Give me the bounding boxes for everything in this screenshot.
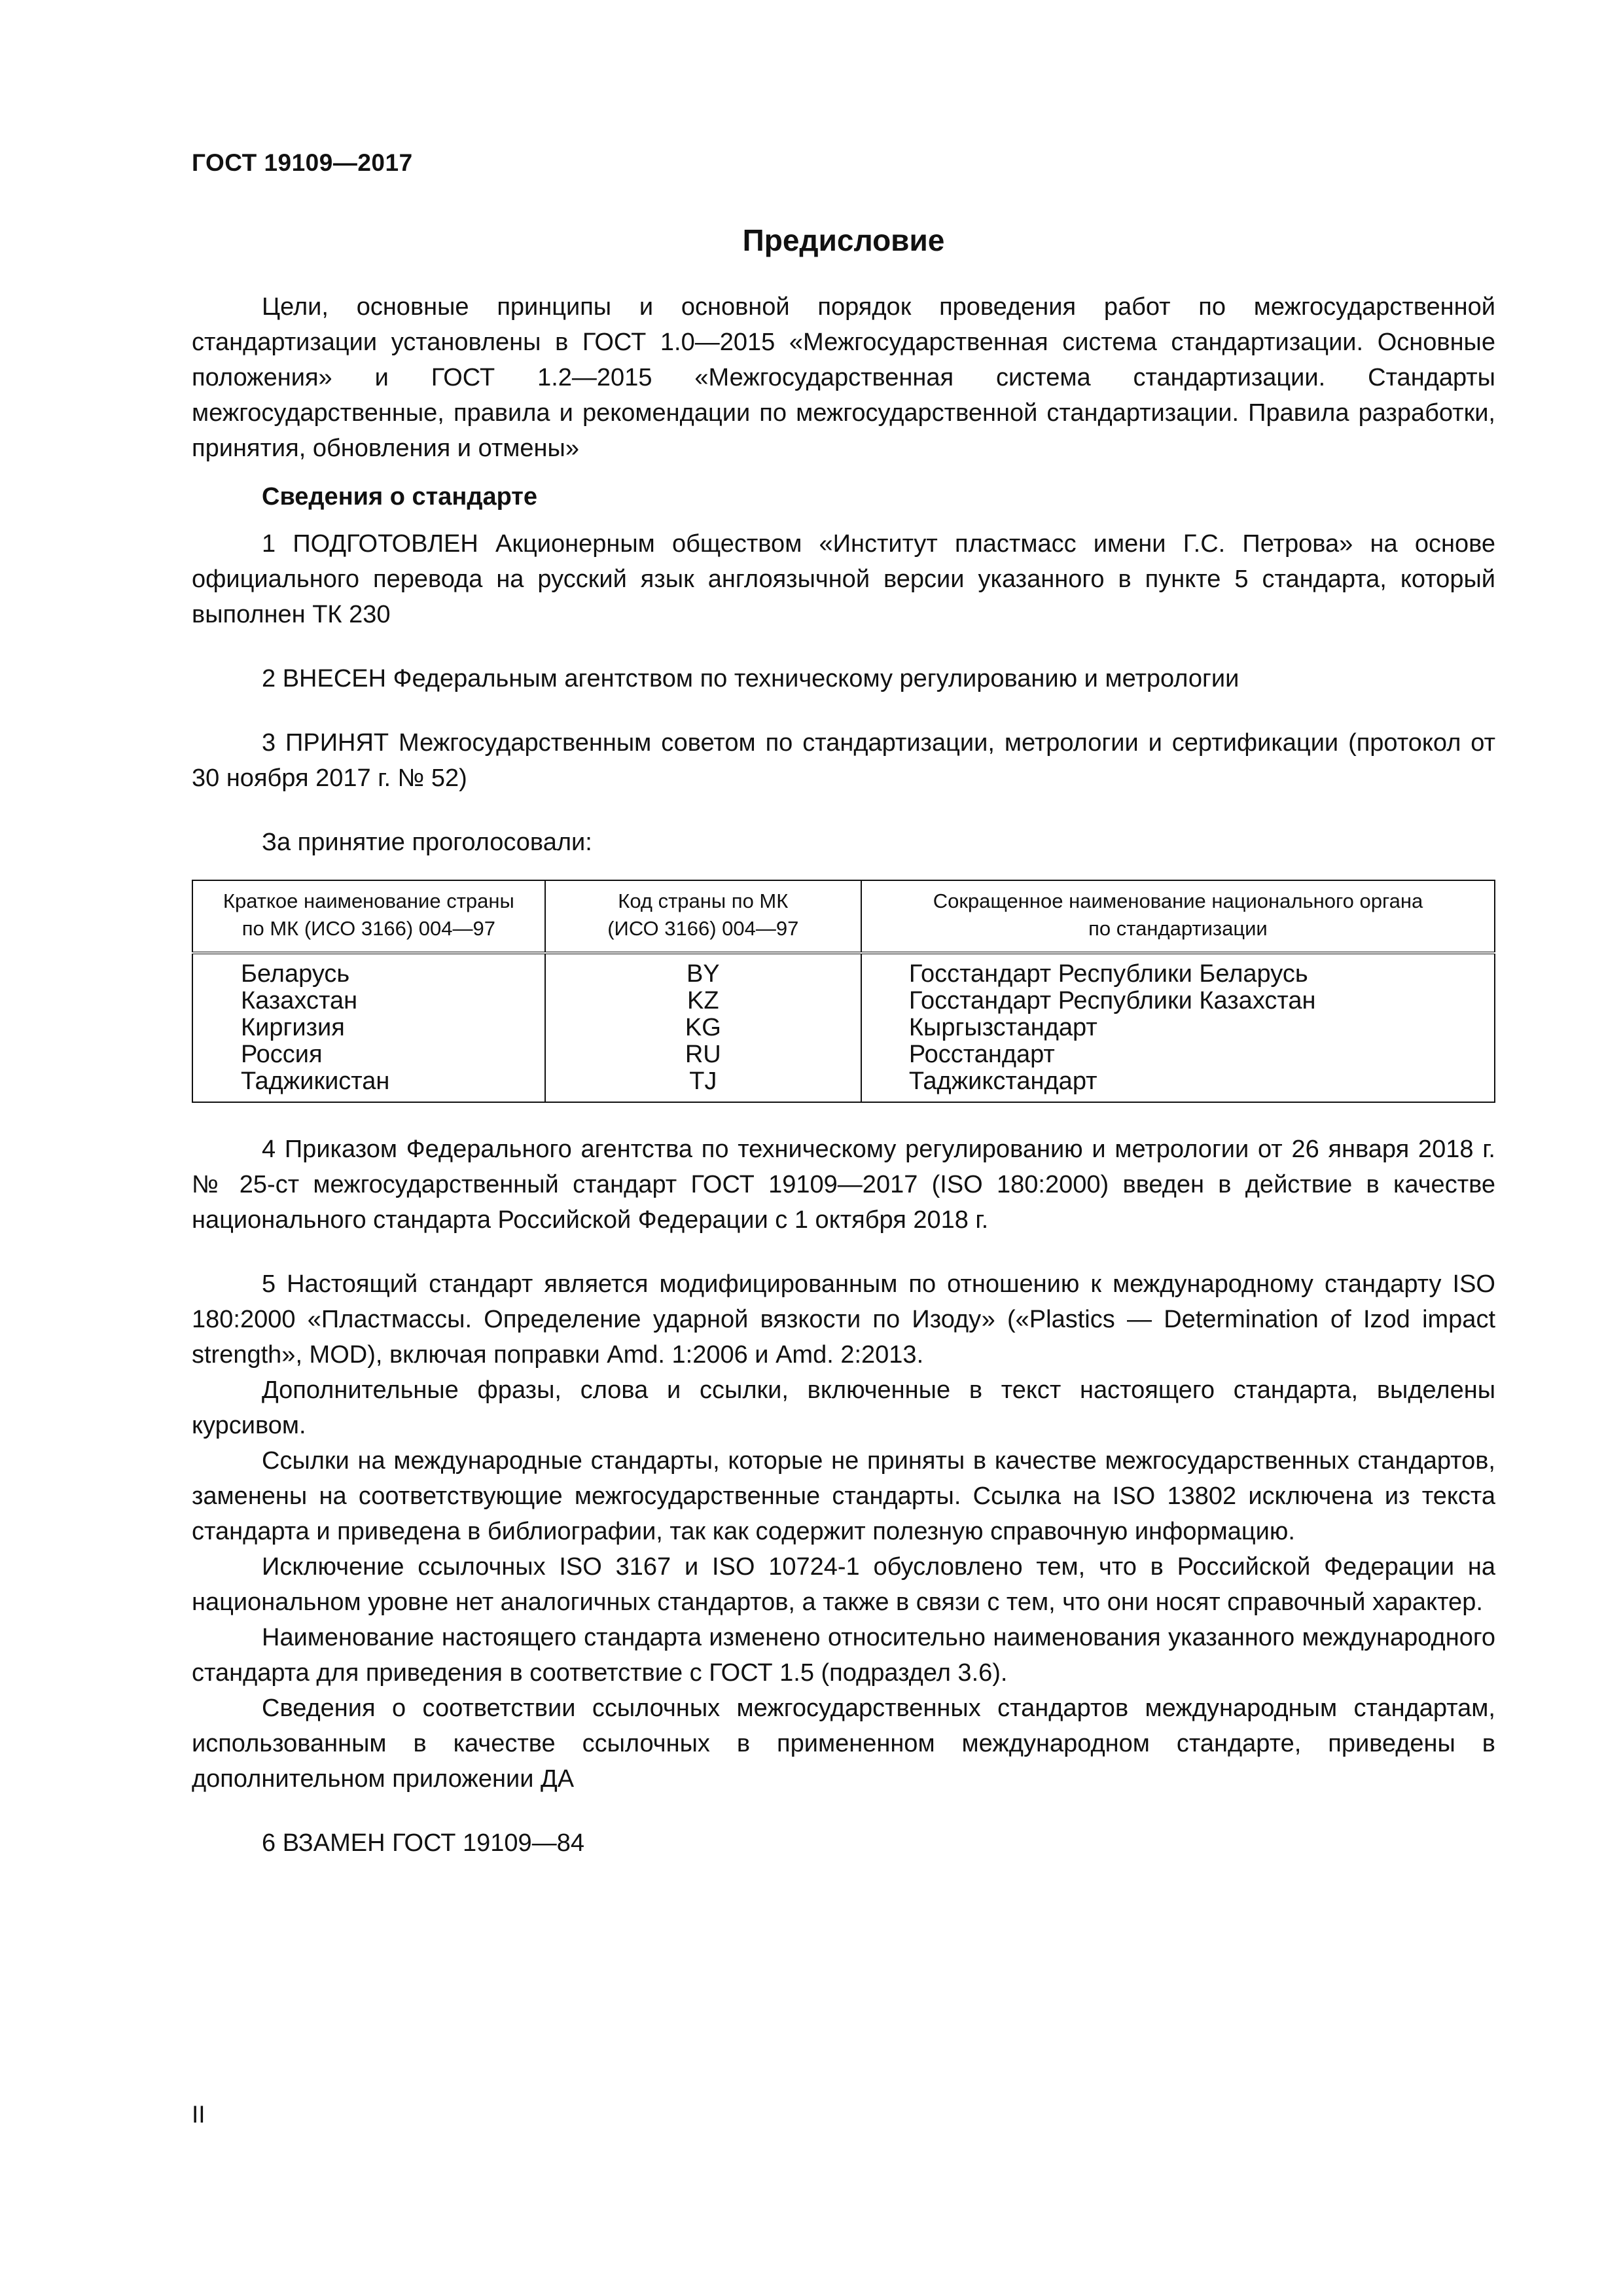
item-5-references-note: Ссылки на международные стандарты, которые не приняты в качестве межгосударственных стандартов, заменены на соответствующие межгосударственные стандарты. Ссылка на ISO 13802 исключена из текста стандарта и приведена в библиографии, так как содержит полезную справочную информацию. (192, 1447, 1495, 1545)
item-5-appendix-note: Сведения о соответствии ссылочных межгосударственных стандартов международным стандартам, использованным в качестве ссылочных в примененном международном стандарте, приведены в дополнительном приложении ДА (192, 1695, 1495, 1793)
vote-intro: За принятие проголосовали: (262, 829, 592, 856)
national-body-cell: Госстандарт Республики Беларусь Госстандарт Республики Казахстан Кыргызстандарт Росстандарт Таджикстандарт (861, 953, 1495, 1102)
item-5-italics-note: Дополнительные фразы, слова и ссылки, включенные в текст настоящего стандарта, выделены курсивом. (192, 1376, 1495, 1439)
intro-paragraph: Цели, основные принципы и основной порядок проведения работ по межгосударственной стандартизации установлены в ГОСТ 1.0—2015 «Межгосударственная система стандартизации. Основные положения» и ГОСТ 1.2—2015 «Межгосударственная система стандартизации. Стандарты межгосударственные, правила и рекомендации по межгосударственной стандартизации. Правила разработки, принятия, обновления и отмены» (192, 293, 1495, 462)
column-header-country: Краткое наименование страны по МК (ИСО 3166) 004—97 (192, 880, 545, 953)
item-5-exclusion-note: Исключение ссылочных ISO 3167 и ISO 10724-1 обусловлено тем, что в Российской Федерации на национальном уровне нет аналогичных стандартов, а также в связи с тем, что они носят справочный характер. (192, 1553, 1495, 1616)
item-4-paragraph: 4 Приказом Федерального агентства по техническому регулированию и метрологии от 26 января 2018 г. № 25-ст межгосударственный стандарт ГОСТ 19109—2017 (ISO 180:2000) введен в действие в качестве национального стандарта Российской Федерации с 1 октября 2018 г. (192, 1136, 1495, 1234)
item-6-paragraph: 6 ВЗАМЕН ГОСТ 19109—84 (262, 1829, 584, 1857)
document-code: ГОСТ 19109—2017 (192, 149, 413, 176)
page-number: II (192, 2101, 205, 2128)
column-header-code: Код страны по МК (ИСО 3166) 004—97 (545, 880, 861, 953)
voting-table (192, 880, 1495, 1103)
item-2-paragraph: 2 ВНЕСЕН Федеральным агентством по техническому регулированию и метрологии (262, 665, 1240, 692)
page-title: Предисловие (742, 223, 945, 257)
document-page (192, 0, 1495, 2296)
section-heading: Сведения о стандарте (262, 483, 538, 511)
item-1-paragraph: 1 ПОДГОТОВЛЕН Акционерным обществом «Институт пластмасс имени Г.С. Петрова» на основе официального перевода на русский язык англоязычной версии указанного в пункте 5 стандарта, который выполнен ТК 230 (192, 530, 1495, 628)
item-5-title-note: Наименование настоящего стандарта изменено относительно наименования указанного международного стандарта для приведения в соответствие с ГОСТ 1.5 (подраздел 3.6). (192, 1624, 1495, 1687)
item-3-paragraph: 3 ПРИНЯТ Межгосударственным советом по стандартизации, метрологии и сертификации (протокол от 30 ноября 2017 г. № 52) (192, 729, 1495, 792)
code-cell: BY KZ KG RU TJ (545, 953, 861, 1102)
document-body (192, 289, 1495, 1861)
table-row (192, 953, 1495, 1102)
country-cell: Беларусь Казахстан Киргизия Россия Таджикистан (192, 953, 545, 1102)
column-header-body: Сокращенное наименование национального органа по стандартизации (861, 880, 1495, 953)
table-header-row (192, 880, 1495, 953)
item-5-paragraph: 5 Настоящий стандарт является модифицированным по отношению к международному стандарту ISO 180:2000 «Пластмассы. Определение ударной вязкости по Изоду» («Plastics — Determination of Izod impact strength», MOD), включая поправки Amd. 1:2006 и Amd. 2:2013. (192, 1270, 1495, 1369)
